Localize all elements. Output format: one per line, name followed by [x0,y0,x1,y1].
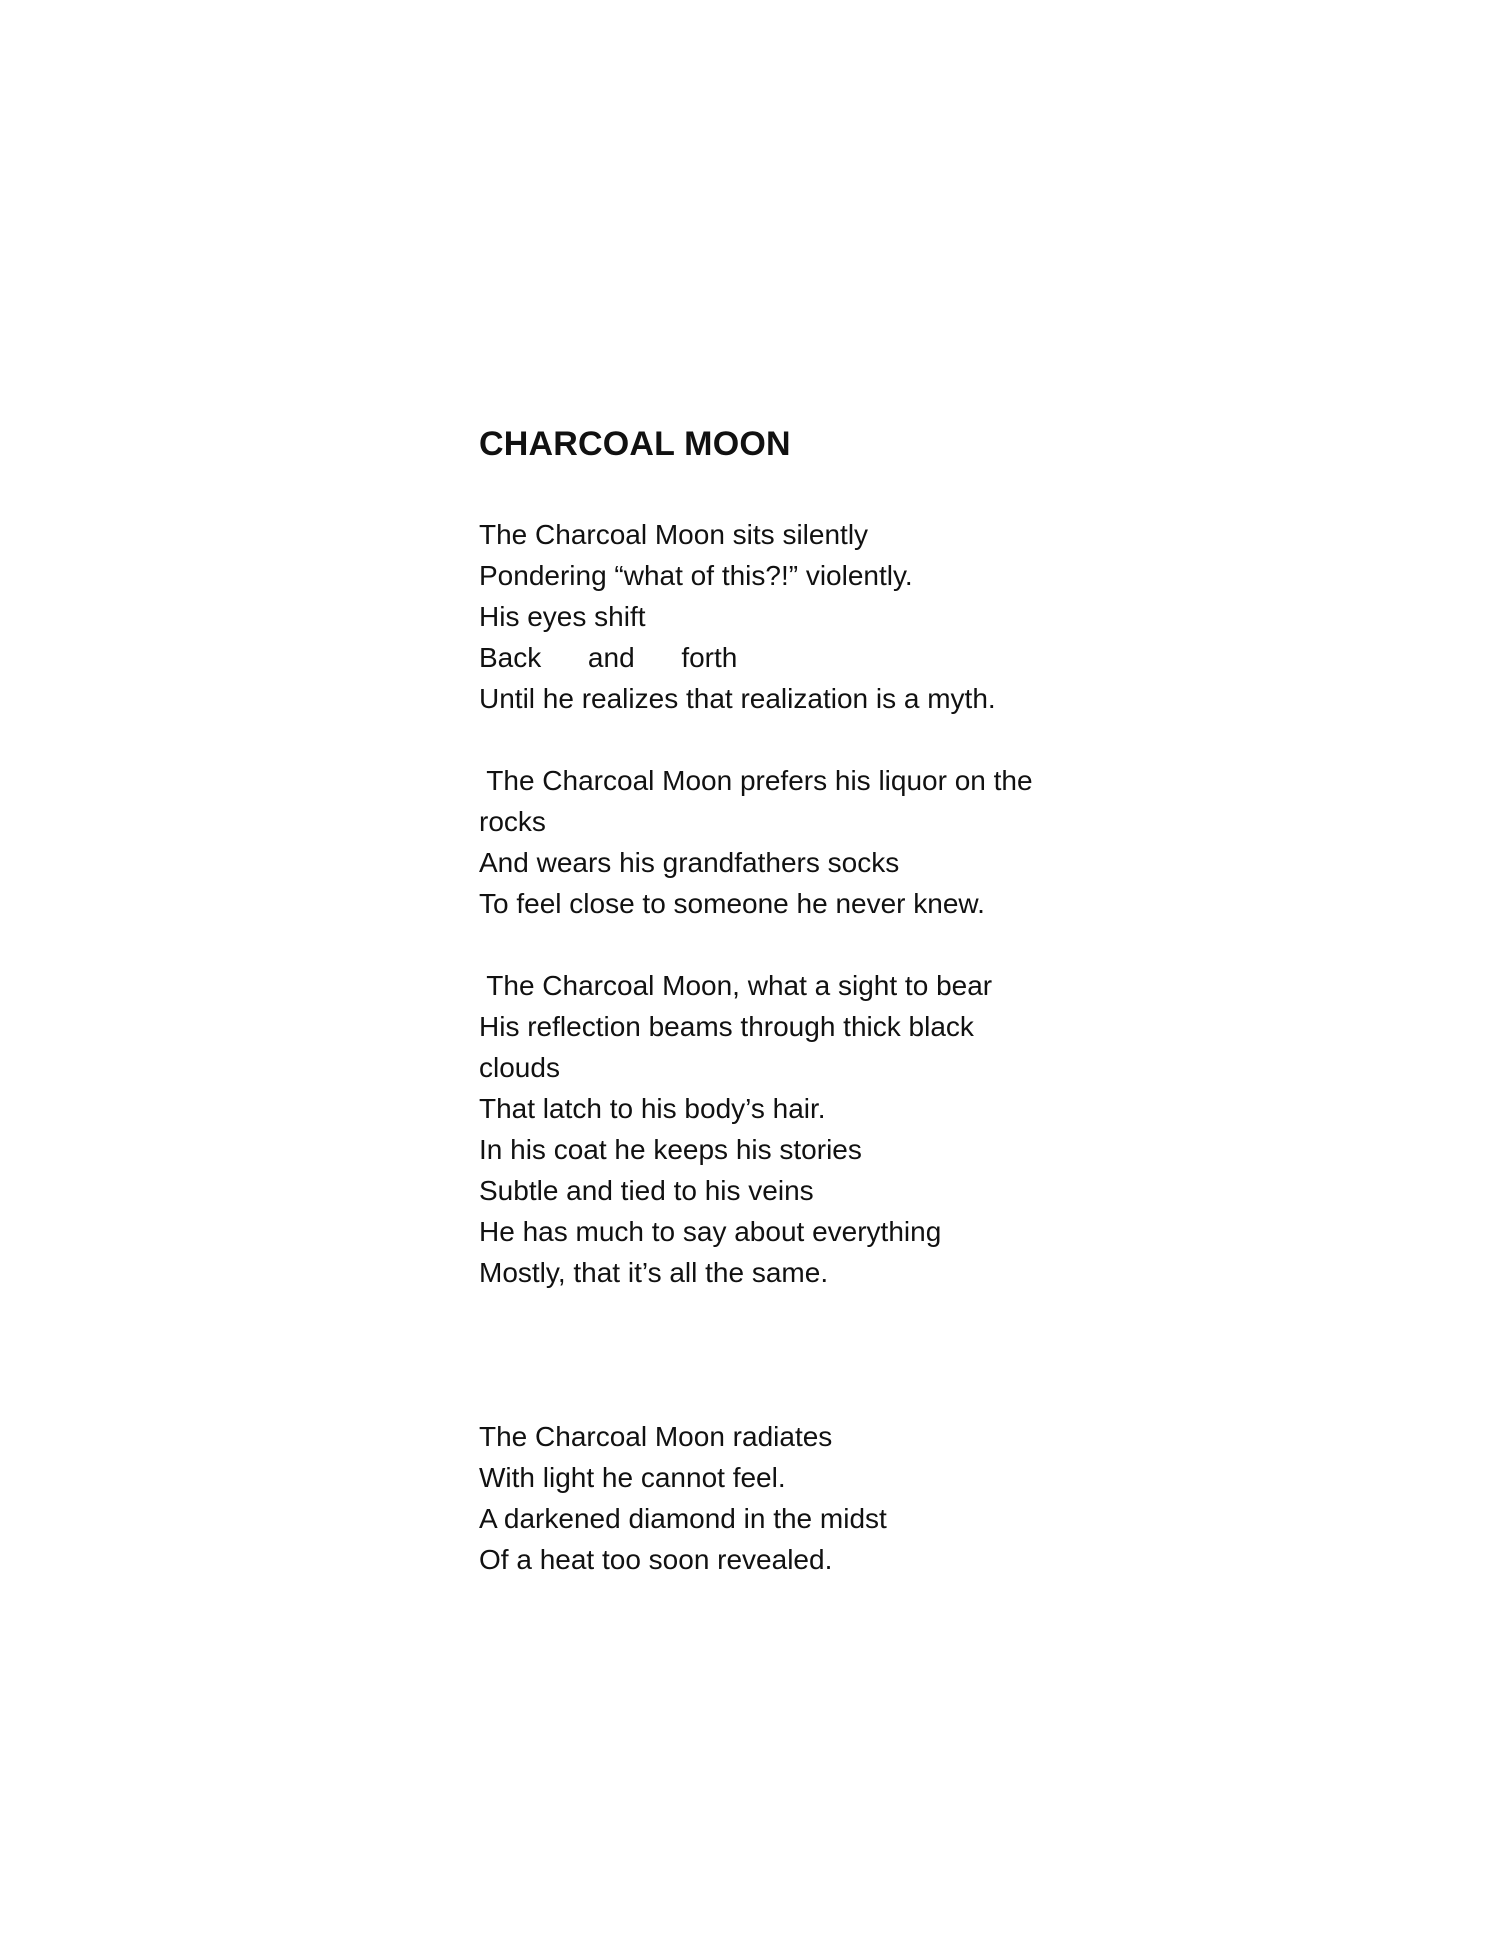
poem-line: Until he realizes that realization is a myth. [479,683,996,714]
poem [479,424,1099,1580]
poem-line: That latch to his body’s hair. [479,1093,826,1124]
poem-line: The Charcoal Moon sits silently [479,519,869,550]
poem-title: CHARCOAL MOON [479,425,791,463]
stanza-1 [479,514,1099,719]
poem-line: The Charcoal Moon, what a sight to bear [479,970,993,1001]
poem-line: Pondering “what of this?!” violently. [479,560,913,591]
stanza-4 [479,1416,1099,1580]
poem-line: Of a heat too soon revealed. [479,1544,833,1575]
stanza-3 [479,965,1099,1293]
poem-line: In his coat he keeps his stories [479,1134,862,1165]
poem-line: He has much to say about everything [479,1216,942,1247]
poem-line: rocks [479,806,546,837]
poem-line: His reflection beams through thick black [479,1011,974,1042]
poem-line: A darkened diamond in the midst [479,1503,887,1534]
poem-line: His eyes shift [479,601,646,632]
stanza-2 [479,760,1099,924]
poem-line: To feel close to someone he never knew. [479,888,985,919]
poem-line: And wears his grandfathers socks [479,847,900,878]
poem-line: Mostly, that it’s all the same. [479,1257,829,1288]
poem-line: With light he cannot feel. [479,1462,786,1493]
poem-line: Back and forth [479,642,738,673]
poem-line: clouds [479,1052,560,1083]
poem-line: Subtle and tied to his veins [479,1175,814,1206]
poem-line: The Charcoal Moon radiates [479,1421,833,1452]
poem-line: The Charcoal Moon prefers his liquor on the [479,765,1033,796]
